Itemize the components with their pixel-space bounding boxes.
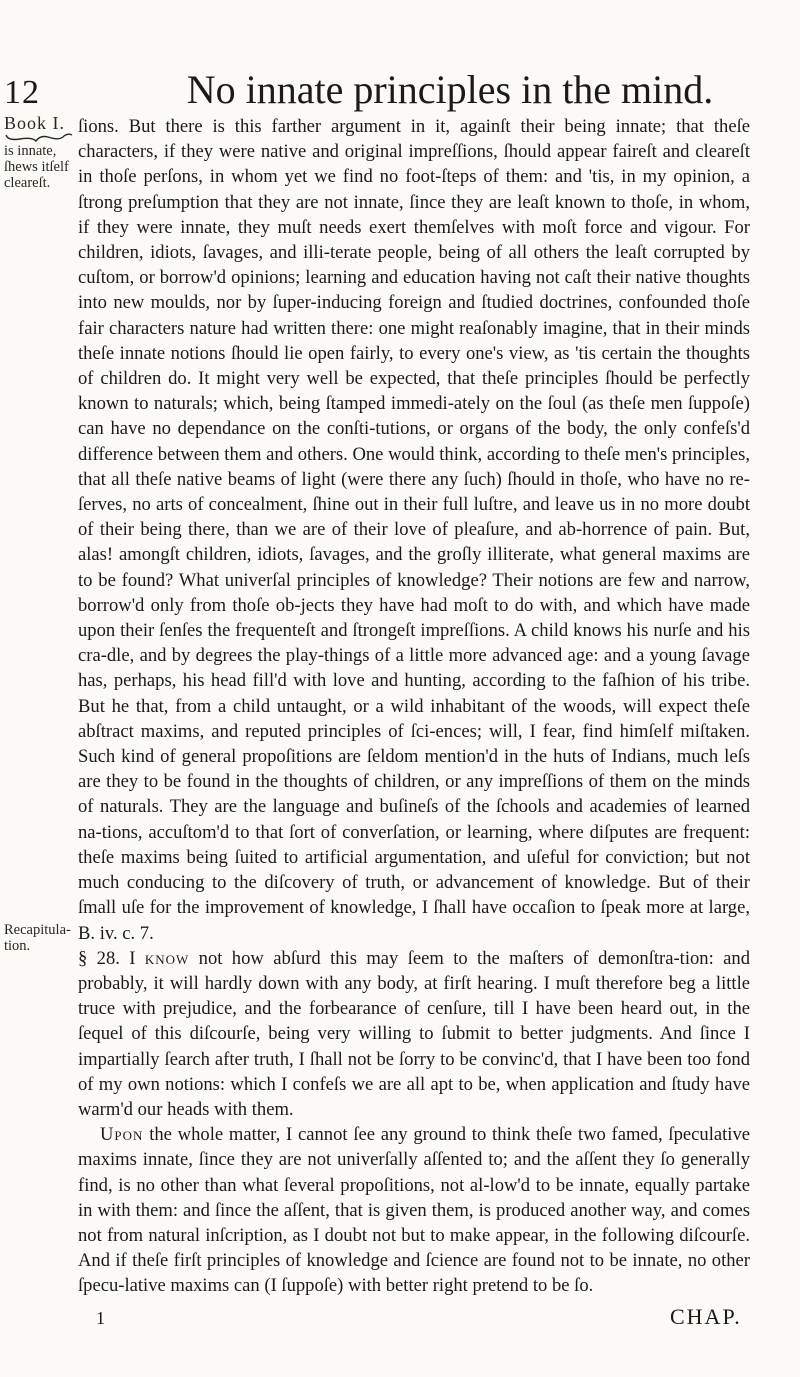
page-number: 12 bbox=[4, 74, 40, 111]
body-text bbox=[78, 114, 750, 1299]
brace-ornament-icon bbox=[4, 133, 74, 143]
book-label: Book I. bbox=[4, 113, 65, 133]
margin-note-innate: is innate, ſhews itſelf cleareſt. bbox=[4, 143, 69, 191]
paragraph-3: Upon the whole matter, I cannot ſee any ground to think theſe two famed, ſpeculative maxims innate, ſince they are not univerſally aſſented to; and the aſſent they ſo generally find, is no other than what ſeveral propoſitions, not al-low'd to be innate, equally partake in with them: and ſince the aſſent, that is given them, is produced another way, and comes not from natural inſcription, as I doubt not but to make appear, in the following diſcourſe. And if theſe firſt principles of knowledge and ſcience are found not to be innate, no other ſpecu-lative maxims can (I ſuppoſe) with better right pretend to be ſo. bbox=[78, 1124, 750, 1297]
paragraph-2: § 28. I know not how abſurd this may ſeem to the maſters of demonſtra-tion: and probably, it will hardly down with any body, at firſt hearing. I muſt therefore beg a little truce with prejudice, and the forbearance of cenſure, till I have been heard out, in the ſequel of this diſcourſe, being very willing to ſubmit to better judgments. And ſince I impartially ſearch after truth, I ſhall not be ſorry to be convinc'd, that I have been too fond of my own notions: which I confeſs we are all apt to be, when application and ſtudy have warm'd our heads with them. bbox=[78, 947, 750, 1120]
signature-mark: 1 bbox=[96, 1308, 105, 1328]
running-title: No innate principles in the mind. bbox=[186, 67, 714, 112]
paragraph-1: ſions. But there is this farther argument in it, againſt their being innate; that theſe characters, if they were native and original impreſſions, ſhould appear faireſt and cleareſt in thoſe perſons, in whom yet we find no foot-ſteps of them: and 'tis, in my opinion, a ſtrong preſumption that they are not innate, ſince they are leaſt known to thoſe, in whom, if they were innate, they muſt needs exert themſelves with moſt force and vigour. For children, idiots, ſavages, and illi-terate people, being of all others the leaſt corrupted by cuſtom, or borrow'd opinions; learning and education having not caſt their native thoughts into new moulds, nor by ſuper-inducing foreign and ſtudied doctrines, confounded thoſe fair characters nature had written there: one might reaſonably imagine, that in their minds theſe innate notions ſhould lie open fairly, to every one's view, as 'tis certain the thoughts of children do. It might very well be expected, that theſe principles ſhould be perfectly known to naturals; which, being ſtamped immedi-ately on the ſoul (as theſe men ſuppoſe) can have no dependance on the conſti-tutions, or organs of the body, the only confeſs'd difference between them and others. One would think, according to theſe men's principles, that all theſe native beams of light (were there any ſuch) ſhould in thoſe, who have no re-ſerves, no arts of concealment, ſhine out in their full luſtre, and leave us in no more doubt of their being there, than we are of their love of pleaſure, and ab-horrence of pain. But, alas! amongſt children, idiots, ſavages, and the groſly illiterate, what general maxims are to be found? What univerſal principles of knowledge? Their notions are few and narrow, borrow'd only from thoſe ob-jects they have had moſt to do with, and which have made upon their ſenſes the frequenteſt and ſtrongeſt impreſſions. A child knows his nurſe and his cra-dle, and by degrees the play-things of a little more advanced age: and a young ſavage has, perhaps, his head fill'd with love and hunting, according to the faſhion of his tribe. But he that, from a child untaught, or a wild inhabitant of the woods, will expect theſe abſtract maxims, and reputed principles of ſci-ences; will, I fear, find himſelf miſtaken. Such kind of general propoſitions are ſeldom mention'd in the huts of Indians, much leſs are they to be found in the thoughts of children, or any impreſſions of them on the minds of naturals. They are the language and buſineſs of the ſchools and academies of learned na-tions, accuſtom'd to that ſort of converſation, or learning, where diſputes are frequent: theſe maxims being ſuited to artificial argumentation, and uſeful for conviction; but not much conducing to the diſcovery of truth, or advancement of knowledge. But of their ſmall uſe for the improvement of knowledge, I ſhall have occaſion to ſpeak more at large, B. iv. c. 7. bbox=[78, 116, 750, 944]
margin-note-book bbox=[4, 113, 74, 191]
catchword: CHAP. bbox=[670, 1304, 742, 1329]
margin-note-recapitulation: Recapitula-tion. bbox=[4, 922, 71, 954]
